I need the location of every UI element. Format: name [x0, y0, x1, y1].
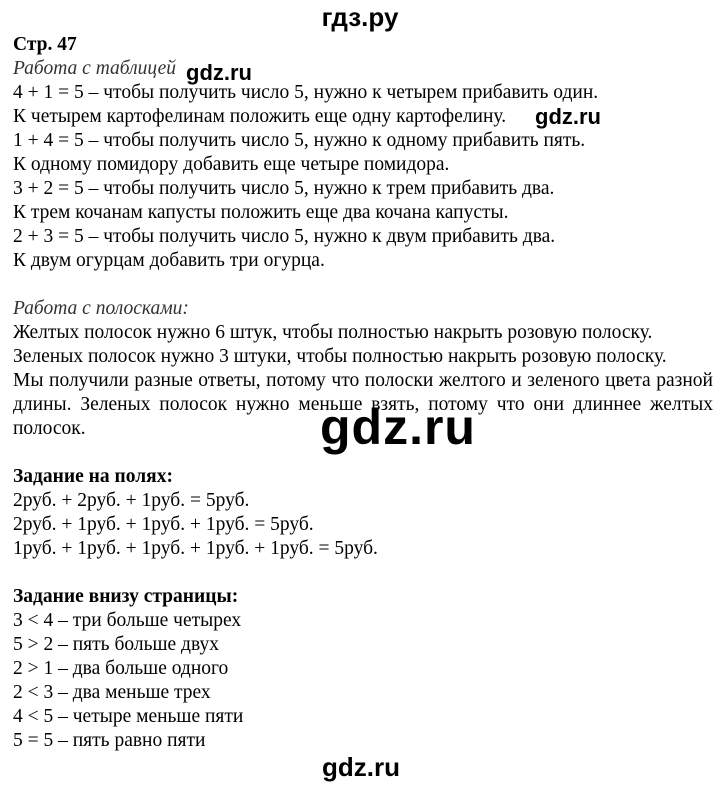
spacer — [13, 561, 713, 585]
section-bottom-heading: Задание внизу страницы: — [13, 586, 239, 607]
section-table-line: 2 + 3 = 5 – чтобы получить число 5, нужно к двум прибавить два. — [13, 226, 556, 247]
watermark-logo: gdz.ru — [186, 60, 252, 85]
section-bottom-line: 5 > 2 – пять больше двух — [13, 634, 219, 655]
section-bottom-line: 5 = 5 – пять равно пяти — [13, 730, 206, 751]
solution-content — [13, 33, 713, 753]
section-table-line: К одному помидору добавить еще четыре помидора. — [13, 154, 450, 175]
page-title: Стр. 47 — [13, 34, 77, 55]
section-bottom-line: 3 < 4 – три больше четырех — [13, 610, 242, 631]
section-table-line: К четырем картофелинам положить еще одну картофелину. — [13, 106, 507, 127]
section-strips-line: Зеленых полосок нужно 3 штуки, чтобы полностью накрыть розовую полоску. — [13, 346, 667, 367]
footer-watermark-logo: gdz.ru — [322, 752, 400, 782]
spacer — [13, 273, 713, 297]
section-margin-heading: Задание на полях: — [13, 466, 173, 487]
site-header-title[interactable]: гдз.ру — [321, 2, 399, 32]
section-table-line: К двум огурцам добавить три огурца. — [13, 250, 325, 271]
section-strips-heading: Работа с полосками: — [13, 298, 189, 319]
section-bottom-line: 2 > 1 – два больше одного — [13, 658, 229, 679]
section-margin-line: 2руб. + 1руб. + 1руб. + 1руб. = 5руб. — [13, 514, 314, 535]
section-table-heading: Работа с таблицей — [13, 58, 176, 79]
section-table-line: 3 + 2 = 5 – чтобы получить число 5, нужно к трем прибавить два. — [13, 178, 555, 199]
watermark-logo-large: gdz.ru — [320, 399, 476, 455]
section-table-line: К трем кочанам капусты положить еще два кочана капусты. — [13, 202, 509, 223]
section-bottom-line: 4 < 5 – четыре меньше пяти — [13, 706, 244, 727]
section-margin-line: 2руб. + 2руб. + 1руб. = 5руб. — [13, 490, 250, 511]
section-margin-line: 1руб. + 1руб. + 1руб. + 1руб. + 1руб. = 5руб. — [13, 538, 378, 559]
section-table-line: 4 + 1 = 5 – чтобы получить число 5, нужно к четырем прибавить один. — [13, 82, 599, 103]
section-bottom-line: 2 < 3 – два меньше трех — [13, 682, 211, 703]
section-table-line: 1 + 4 = 5 – чтобы получить число 5, нужно к одному прибавить пять. — [13, 130, 586, 151]
section-strips-paragraph: Мы получили разные ответы, потому что полоски желтого и зеленого цвета разной длины. Зеленых полосок нужно меньше взять, потому что они длиннее желтых полосок. — [13, 370, 713, 439]
watermark-logo: gdz.ru — [535, 104, 601, 129]
section-strips-line: Желтых полосок нужно 6 штук, чтобы полностью накрыть розовую полоску. — [13, 322, 653, 343]
